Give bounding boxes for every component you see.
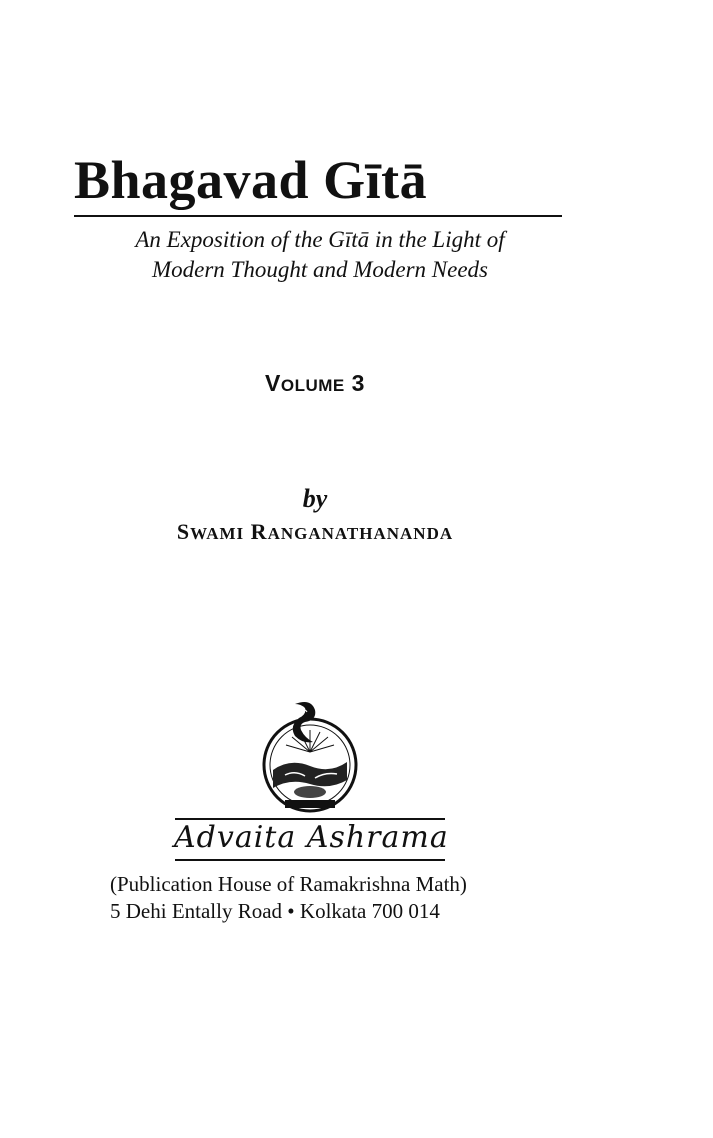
subtitle-line-2: Modern Thought and Modern Needs bbox=[151, 257, 489, 282]
volume-number: 3 bbox=[351, 370, 365, 396]
volume-label bbox=[0, 370, 630, 397]
author-cap-1: S bbox=[176, 519, 191, 544]
volume-rest: OLUME bbox=[280, 376, 345, 395]
byline: by bbox=[302, 484, 328, 513]
publisher-name: Advaita Ashrama bbox=[174, 820, 449, 855]
author-rest-2: ANGANATHANANDA bbox=[267, 524, 454, 543]
author-name bbox=[0, 519, 630, 545]
publisher-line-1: (Publication House of Ramakrishna Math) bbox=[110, 872, 467, 896]
book-title: Bhagavad Gītā bbox=[74, 150, 428, 210]
publisher-address: 5 Dehi Entally Road • Kolkata 700 014 bbox=[110, 899, 440, 923]
ramakrishna-math-emblem bbox=[255, 700, 365, 820]
publisher-underline bbox=[175, 859, 445, 861]
title-underline bbox=[74, 215, 562, 217]
author-rest-1: WAMI bbox=[190, 524, 245, 543]
author-cap-2: R bbox=[250, 519, 268, 544]
volume-cap: V bbox=[265, 370, 281, 396]
subtitle-line-1: An Exposition of the Gītā in the Light of bbox=[135, 227, 505, 252]
